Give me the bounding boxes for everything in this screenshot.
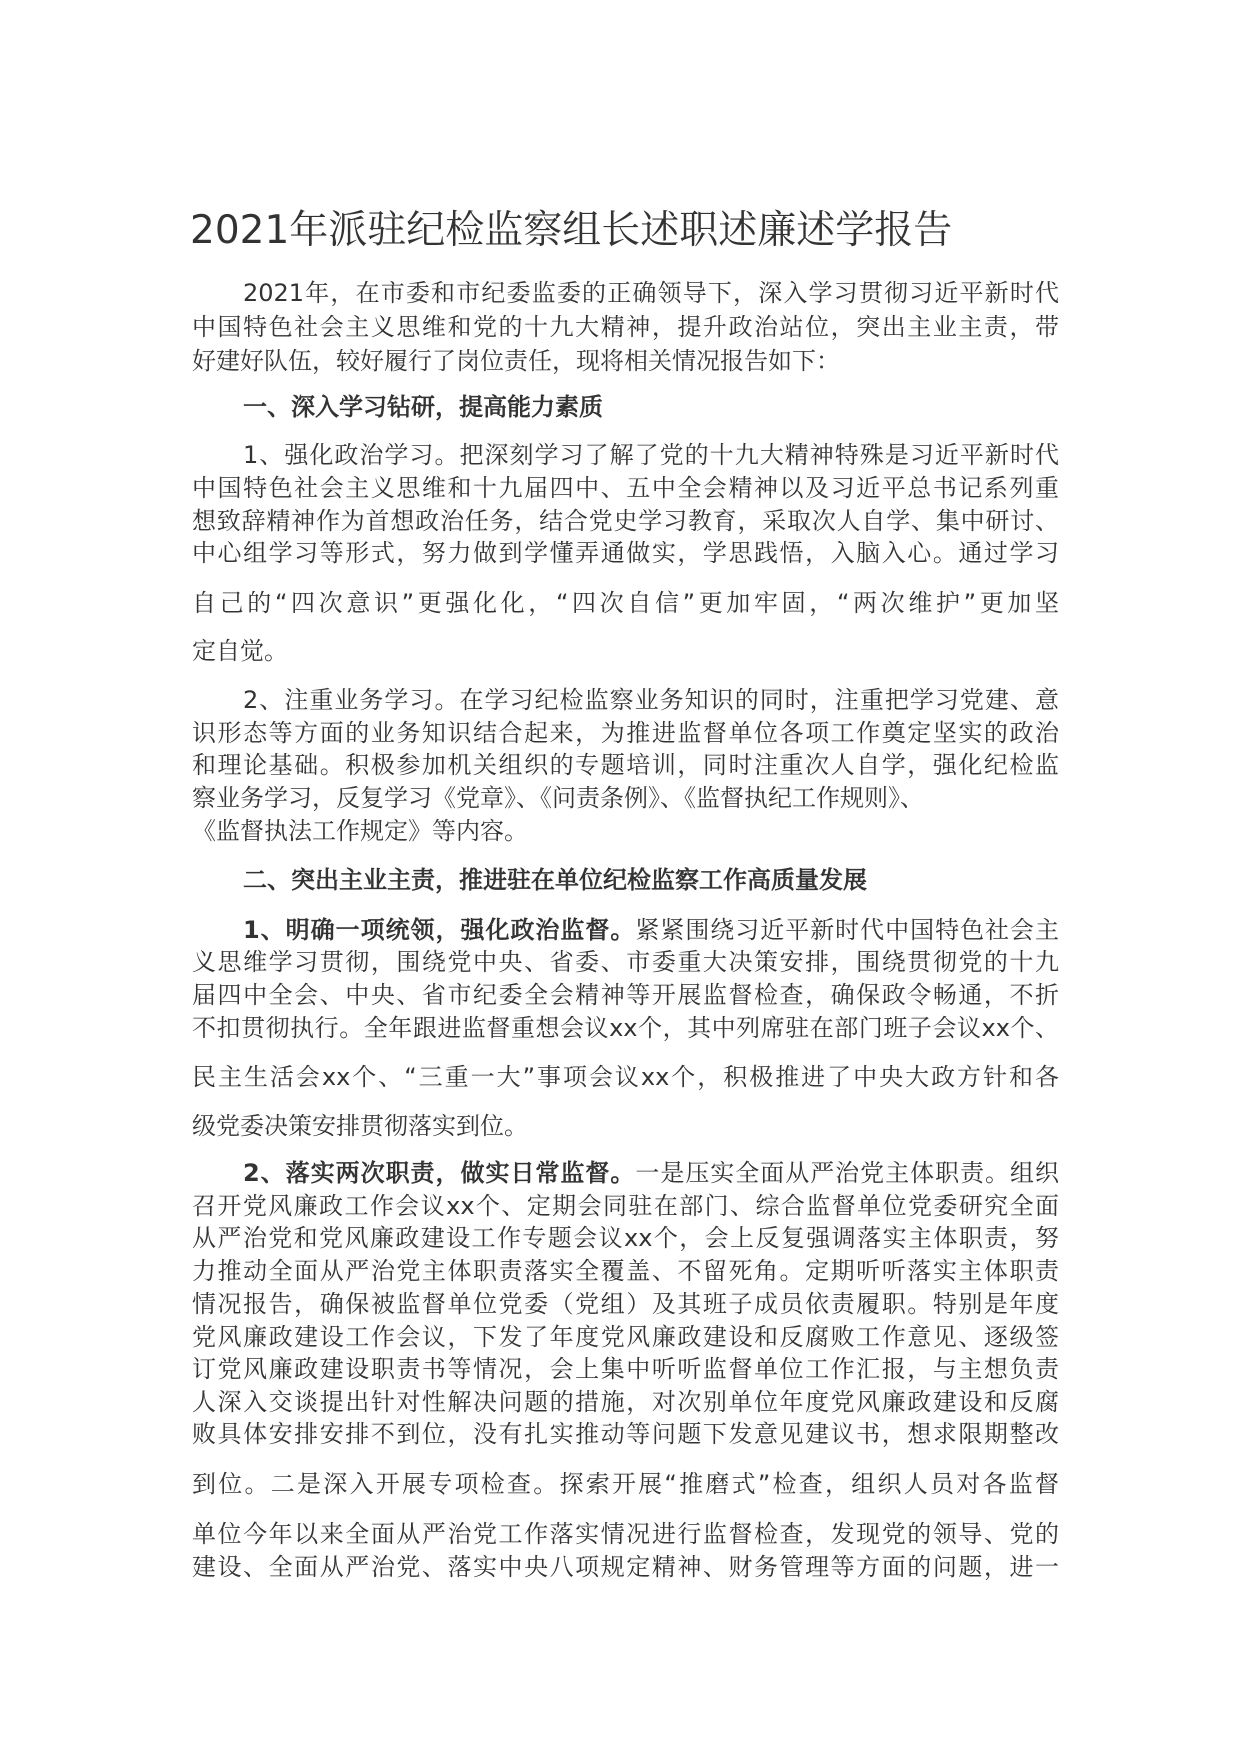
text-line bbox=[192, 1551, 1059, 1584]
line-text: 情况报告，确保被监督单位党委（党组）及其班子成员依责履职。特别是年度 bbox=[192, 1290, 1059, 1318]
line-text: 人深入交谈提出针对性解决问题的措施，对次别单位年度党风廉政建设和反腐 bbox=[192, 1388, 1059, 1416]
text-line bbox=[192, 505, 1059, 538]
text-line bbox=[192, 472, 1059, 505]
text-line bbox=[192, 782, 1059, 815]
text-line bbox=[192, 1468, 1059, 1501]
text-line bbox=[192, 1222, 1059, 1255]
line-text: 想致辞精神作为首想政治任务，结合党史学习教育，采取次人自学、集中研讨、 bbox=[192, 507, 1059, 535]
text-line bbox=[192, 1061, 1059, 1094]
text-line bbox=[192, 1012, 1059, 1045]
text-line bbox=[243, 1157, 1059, 1190]
text-line bbox=[192, 815, 1059, 848]
line-text: 单位今年以来全面从严治党工作落实情况进行监督检查，发现党的领导、党的 bbox=[192, 1520, 1059, 1548]
bold-lead: 1、明确一项统领，强化政治监督。 bbox=[243, 916, 636, 944]
text-line bbox=[192, 979, 1059, 1012]
line-text: 《监督执法工作规定》等内容。 bbox=[192, 817, 528, 845]
text-line bbox=[192, 1386, 1059, 1419]
text-line bbox=[192, 749, 1059, 782]
text-line bbox=[192, 1321, 1059, 1354]
text-line bbox=[192, 345, 1059, 378]
line-text: 届四中全会、中央、省市纪委全会精神等开展监督检查，确保政令畅通，不折 bbox=[192, 981, 1059, 1009]
line-text: 从严治党和党风廉政建设工作专题会议xx个，会上反复强调落实主体职责，努 bbox=[192, 1224, 1059, 1252]
bold-lead: 二、突出主业主责，推进驻在单位纪检监察工作高质量发展 bbox=[243, 866, 867, 894]
line-text: 订党风廉政建设职责书等情况，会上集中听听监督单位工作汇报，与主想负责 bbox=[192, 1355, 1059, 1383]
line-text: 义思维学习贯彻，围绕党中央、省委、市委重大决策安排，围绕贯彻党的十九 bbox=[192, 948, 1059, 976]
text-line bbox=[192, 717, 1059, 750]
line-text: 一是压实全面从严治党主体职责。组织 bbox=[635, 1159, 1060, 1187]
text-line bbox=[192, 1288, 1059, 1321]
line-text: 自己的“四次意识”更强化化，“四次自信”更加牢固，“两次维护”更加坚 bbox=[192, 589, 1059, 617]
text-line bbox=[192, 946, 1059, 979]
line-text: 好建好队伍，较好履行了岗位责任，现将相关情况报告如下： bbox=[192, 347, 840, 375]
line-text: 定自觉。 bbox=[192, 637, 288, 665]
line-text: 党风廉政建设工作会议，下发了年度党风廉政建设和反腐败工作意见、逐级签 bbox=[192, 1323, 1059, 1351]
line-text: 召开党风廉政工作会议xx个、定期会同驻在部门、综合监督单位党委研究全面 bbox=[192, 1192, 1059, 1220]
line-text: 和理论基础。积极参加机关组织的专题培训，同时注重次人自学，强化纪检监 bbox=[192, 751, 1059, 779]
line-text: 察业务学习，反复学习《党章》、《问责条例》、《监督执纪工作规则》、 bbox=[192, 784, 924, 812]
line-text: 2021年，在市委和市纪委监委的正确领导下，深入学习贯彻习近平新时代 bbox=[243, 279, 1059, 307]
line-text: 1、强化政治学习。把深刻学习了解了党的十九大精神特殊是习近平新时代 bbox=[243, 441, 1059, 469]
section-heading bbox=[243, 391, 1059, 424]
text-line bbox=[243, 277, 1059, 310]
text-line bbox=[192, 1418, 1059, 1451]
text-line bbox=[192, 1353, 1059, 1386]
document-title: 2021年派驻纪检监察组长述职述廉述学报告 bbox=[190, 208, 953, 253]
bold-lead: 2、落实两次职责，做实日常监督。 bbox=[243, 1159, 636, 1187]
text-line bbox=[243, 439, 1059, 472]
line-text: 紧紧围绕习近平新时代中国特色社会主 bbox=[635, 916, 1060, 944]
line-text: 力推动全面从严治党主体职责落实全覆盖、不留死角。定期听听落实主体职责 bbox=[192, 1257, 1059, 1285]
bold-lead: 一、深入学习钻研，提高能力素质 bbox=[243, 393, 603, 421]
text-line bbox=[192, 1518, 1059, 1551]
text-line bbox=[192, 311, 1059, 344]
line-text: 建设、全面从严治党、落实中央八项规定精神、财务管理等方面的问题，进一 bbox=[192, 1553, 1059, 1581]
line-text: 不扣贯彻执行。全年跟进监督重想会议xx个，其中列席驻在部门班子会议xx个、 bbox=[192, 1014, 1059, 1042]
line-text: 中国特色社会主义思维和党的十九大精神，提升政治站位，突出主业主责，带 bbox=[192, 313, 1059, 341]
text-line bbox=[192, 1190, 1059, 1223]
line-text: 中国特色社会主义思维和十九届四中、五中全会精神以及习近平总书记系列重 bbox=[192, 474, 1059, 502]
text-line bbox=[192, 587, 1059, 620]
text-line bbox=[192, 537, 1059, 570]
line-text: 败具体安排安排不到位，没有扎实推动等问题下发意见建议书，想求限期整改 bbox=[192, 1420, 1059, 1448]
text-line bbox=[243, 914, 1059, 947]
line-text: 识形态等方面的业务知识结合起来，为推进监督单位各项工作奠定坚实的政治 bbox=[192, 719, 1059, 747]
line-text: 到位。二是深入开展专项检查。探索开展“推磨式”检查，组织人员对各监督 bbox=[192, 1470, 1059, 1498]
line-text: 民主生活会xx个、“三重一大”事项会议xx个，积极推进了中央大政方针和各 bbox=[192, 1063, 1059, 1091]
text-line bbox=[192, 1255, 1059, 1288]
text-line bbox=[192, 635, 1059, 668]
line-text: 2、注重业务学习。在学习纪检监察业务知识的同时，注重把学习党建、意 bbox=[243, 686, 1059, 714]
section-heading bbox=[243, 864, 1059, 897]
text-line bbox=[243, 684, 1059, 717]
text-line bbox=[192, 1110, 1059, 1143]
line-text: 中心组学习等形式，努力做到学懂弄通做实，学思践悟，入脑入心。通过学习 bbox=[192, 539, 1059, 567]
line-text: 级党委决策安排贯彻落实到位。 bbox=[192, 1112, 528, 1140]
